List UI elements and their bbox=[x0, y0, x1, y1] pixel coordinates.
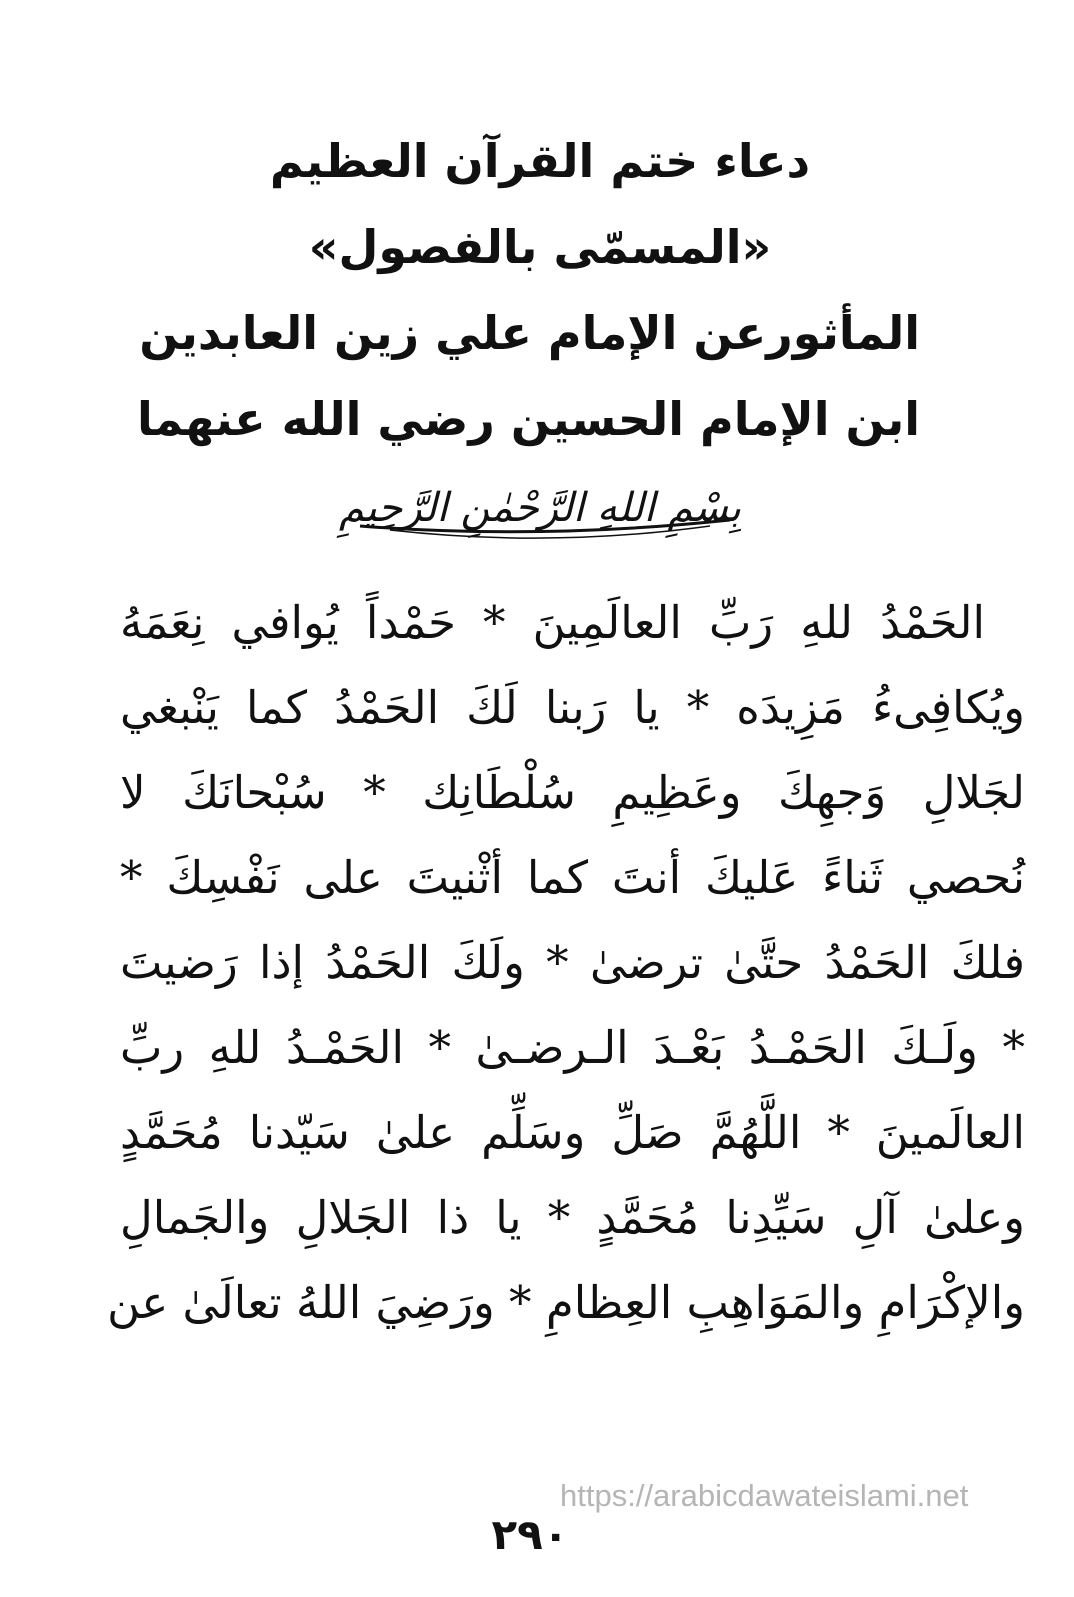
body-line: فلكَ الحَمْدُ حتَّىٰ ترضىٰ * ولَكَ الحَمْدُ إذا رَضيتَ bbox=[120, 936, 1025, 989]
body-line: العالَمينَ * اللَّهُمَّ صَلِّ وسَلِّم علىٰ سَيّدنا مُحَمَّدٍ bbox=[120, 1106, 1025, 1159]
body-line: نُحصي ثَناءً عَليكَ أنتَ كما أثْنيتَ على نَفْسِكَ * bbox=[120, 851, 1025, 904]
title-line-4: ابن الإمام الحسين رضي الله عنهما bbox=[136, 392, 920, 446]
body-line: والإكْرَامِ والمَوَاهِبِ العِظامِ * ورَضِيَ اللهُ تعالَىٰ عن bbox=[107, 1276, 1025, 1329]
basmala-text: بِسْمِ اللهِ الرَّحْمٰنِ الرَّحِيمِ bbox=[338, 485, 742, 531]
title-line-2: «المسمّى بالفصول» bbox=[308, 220, 772, 274]
basmala-calligraphy bbox=[300, 468, 780, 548]
body-line: ويُكافِىءُ مَزِيدَه * يا رَبنا لَكَ الحَمْدُ كما يَنْبغي bbox=[120, 681, 1025, 734]
body-line: لجَلالِ وَجهِكَ وعَظِيمِ سُلْطَانِك * سُبْحانَكَ لا bbox=[120, 766, 1025, 819]
page-number: ٢٩٠ bbox=[491, 1510, 569, 1559]
watermark-url: https://arabicdawateislami.net bbox=[560, 1478, 969, 1513]
title-line-1: دعاء ختم القرآن العظيم bbox=[269, 134, 811, 188]
body-line: الحَمْدُ للهِ رَبِّ العالَمِينَ * حَمْداً يُوافي نِعَمَهُ bbox=[120, 596, 985, 649]
title-line-3: المأثورعن الإمام علي زين العابدين bbox=[139, 306, 920, 360]
body-line: وعلىٰ آلِ سَيِّدِنا مُحَمَّدٍ * يا ذا الجَلالِ والجَمالِ bbox=[120, 1191, 1025, 1244]
title-block bbox=[136, 118, 920, 462]
basmala-flourish-icon bbox=[300, 468, 780, 548]
supplication-body bbox=[107, 580, 1025, 1345]
page-footer bbox=[0, 1468, 1074, 1578]
body-line: * ولَـكَ الحَمْـدُ بَعْـدَ الـرضـىٰ * الحَمْـدُ للهِ ربِّ bbox=[120, 1021, 1025, 1074]
